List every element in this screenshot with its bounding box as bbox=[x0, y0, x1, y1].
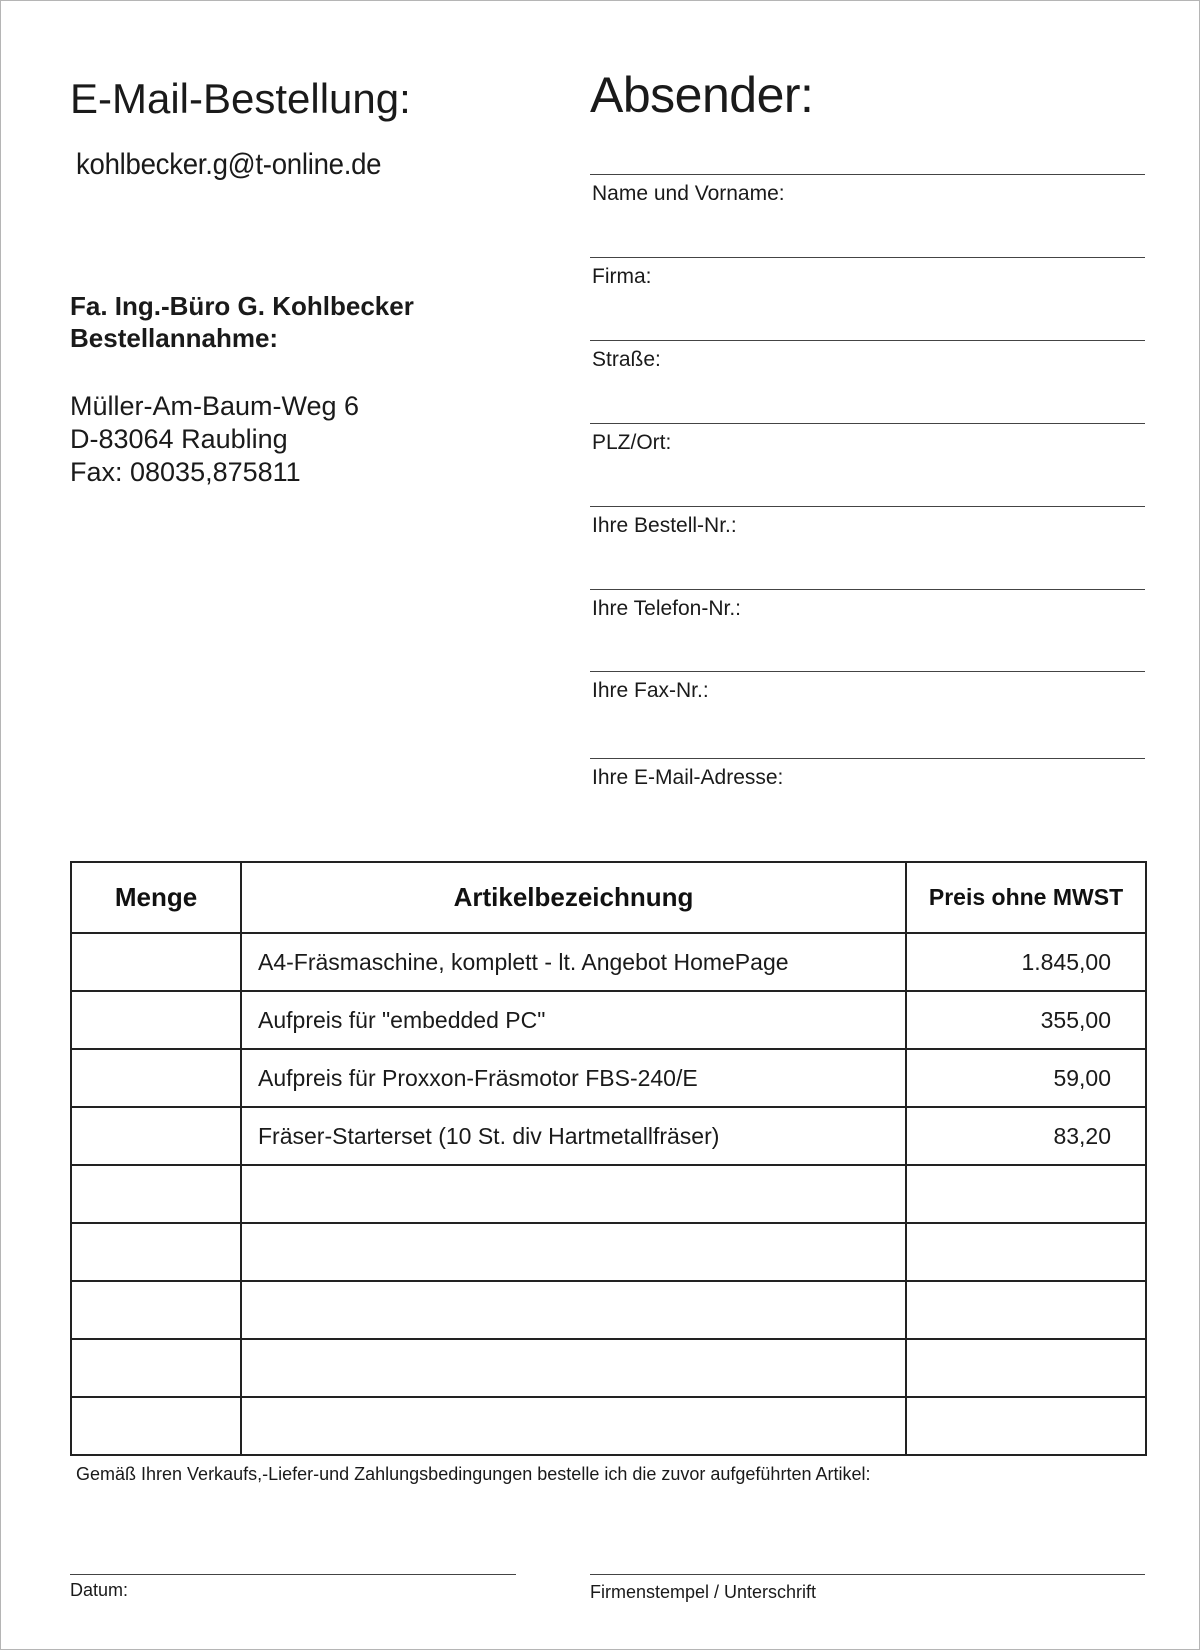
sender-field-line bbox=[590, 589, 1145, 590]
signature-label: Firmenstempel / Unterschrift bbox=[590, 1582, 817, 1602]
company-address bbox=[70, 390, 359, 489]
header-description: Artikelbezeichnung bbox=[241, 862, 906, 933]
description-cell[interactable] bbox=[241, 1165, 906, 1223]
sender-field-line bbox=[590, 340, 1145, 341]
quantity-cell[interactable] bbox=[71, 1107, 241, 1165]
quantity-cell[interactable] bbox=[71, 1339, 241, 1397]
quantity-cell[interactable] bbox=[71, 1223, 241, 1281]
table-row bbox=[71, 1049, 1146, 1107]
description-cell[interactable] bbox=[241, 1281, 906, 1339]
price-cell[interactable]: 1.845,00 bbox=[906, 933, 1146, 991]
sender-field-label: Name und Vorname: bbox=[592, 182, 785, 205]
price-cell[interactable]: 83,20 bbox=[906, 1107, 1146, 1165]
sender-field-line bbox=[590, 423, 1145, 424]
quantity-cell[interactable] bbox=[71, 1397, 241, 1455]
description-cell[interactable]: Aufpreis für Proxxon-Fräsmotor FBS-240/E bbox=[241, 1049, 906, 1107]
description-cell[interactable] bbox=[241, 1223, 906, 1281]
description-cell[interactable]: Aufpreis für "embedded PC" bbox=[241, 991, 906, 1049]
company-name: Fa. Ing.-Büro G. Kohlbecker bbox=[70, 291, 414, 321]
price-cell[interactable] bbox=[906, 1397, 1146, 1455]
table-row bbox=[71, 1107, 1146, 1165]
table-row bbox=[71, 1397, 1146, 1455]
table-row bbox=[71, 991, 1146, 1049]
sender-field-label: Ihre Telefon-Nr.: bbox=[592, 597, 742, 620]
price-cell[interactable] bbox=[906, 1223, 1146, 1281]
address-street: Müller-Am-Baum-Weg 6 bbox=[70, 391, 360, 421]
email-order-title: E-Mail-Bestellung: bbox=[70, 75, 411, 122]
address-fax: Fax: 08035,875811 bbox=[70, 457, 301, 487]
quantity-cell[interactable] bbox=[71, 1165, 241, 1223]
order-email-address[interactable]: kohlbecker.g@t-online.de bbox=[76, 148, 382, 181]
description-cell[interactable] bbox=[241, 1397, 906, 1455]
address-city: D-83064 Raubling bbox=[70, 424, 288, 454]
sender-field-label: Firma: bbox=[592, 265, 652, 288]
sender-field-label: Ihre Fax-Nr.: bbox=[592, 679, 709, 702]
table-row bbox=[71, 1281, 1146, 1339]
price-cell[interactable] bbox=[906, 1165, 1146, 1223]
order-table bbox=[70, 861, 1147, 1456]
header-price: Preis ohne MWST bbox=[906, 862, 1146, 933]
quantity-cell[interactable] bbox=[71, 991, 241, 1049]
price-cell[interactable]: 355,00 bbox=[906, 991, 1146, 1049]
header-quantity: Menge bbox=[71, 862, 241, 933]
table-row bbox=[71, 1165, 1146, 1223]
table-row bbox=[71, 1339, 1146, 1397]
order-intake-label: Bestellannahme: bbox=[70, 323, 279, 353]
sender-field-label: Ihre Bestell-Nr.: bbox=[592, 514, 737, 537]
order-table-header bbox=[71, 862, 1146, 933]
company-block bbox=[70, 290, 414, 354]
sender-title: Absender: bbox=[590, 67, 814, 123]
sender-field-line bbox=[590, 671, 1145, 672]
sender-field-line bbox=[590, 257, 1145, 258]
price-cell[interactable] bbox=[906, 1281, 1146, 1339]
table-row bbox=[71, 1223, 1146, 1281]
description-cell[interactable]: A4-Fräsmaschine, komplett - lt. Angebot HomePage bbox=[241, 933, 906, 991]
date-label: Datum: bbox=[70, 1580, 129, 1600]
price-cell[interactable] bbox=[906, 1339, 1146, 1397]
order-terms-statement: Gemäß Ihren Verkaufs,-Liefer-und Zahlungsbedingungen bestelle ich die zuvor aufgeführten Artikel: bbox=[76, 1464, 871, 1484]
signature-line[interactable] bbox=[590, 1574, 1145, 1575]
quantity-cell[interactable] bbox=[71, 1049, 241, 1107]
price-cell[interactable]: 59,00 bbox=[906, 1049, 1146, 1107]
date-line[interactable] bbox=[70, 1574, 516, 1575]
sender-field-label: Ihre E-Mail-Adresse: bbox=[592, 766, 784, 789]
sender-field-line bbox=[590, 174, 1145, 175]
table-row bbox=[71, 933, 1146, 991]
description-cell[interactable]: Fräser-Starterset (10 St. div Hartmetallfräser) bbox=[241, 1107, 906, 1165]
quantity-cell[interactable] bbox=[71, 1281, 241, 1339]
sender-field-label: Straße: bbox=[592, 348, 661, 371]
sender-field-line bbox=[590, 758, 1145, 759]
sender-field-label: PLZ/Ort: bbox=[592, 431, 672, 454]
quantity-cell[interactable] bbox=[71, 933, 241, 991]
sender-field-line bbox=[590, 506, 1145, 507]
description-cell[interactable] bbox=[241, 1339, 906, 1397]
